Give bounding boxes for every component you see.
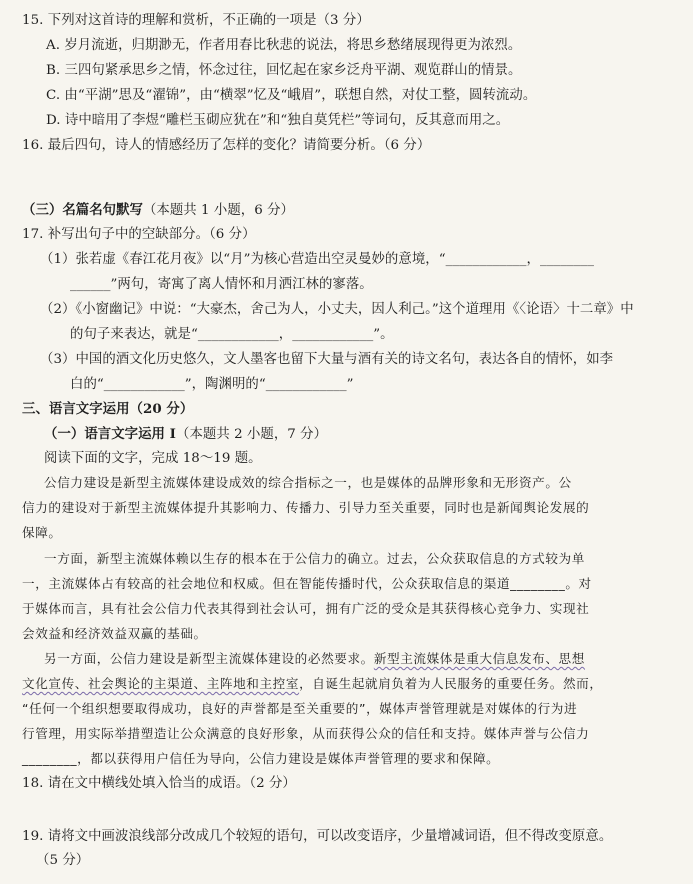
q17-3-line1: （3）中国的酒文化历史悠久，文人墨客也留下大量与酒有关的诗文名句，表达各自的情怀，如李 [40,352,614,367]
q15-option-a: A. 岁月流逝，归期渺无，作者用春比秋悲的说法，将思乡愁绪展现得更为浓烈。 [46,38,522,53]
reading-instruction: 阅读下面的文字，完成 18～19 题。 [44,451,262,466]
q15-option-b: B. 三四句紧承思乡之情，怀念过往，回忆起在家乡泛舟平湖、观览群山的情景。 [46,63,522,78]
q17-1-line2: ______”两句，寄寓了离人情怀和月洒江林的寥落。 [70,277,373,292]
q19-stem-line1: 19. 请将文中画波浪线部分改成几个较短的语句，可以改变语序，少量增减词语，但不得改变原意。 [22,829,613,844]
q16-stem: 16. 最后四句，诗人的情感经历了怎样的变化？请简要分析。（6 分） [22,138,431,153]
passage-p3-line4: 行管理，用实际举措塑造让公众满意的良好形象，从而获得公众的信任和支持。媒体声誉与公信力 [22,726,590,741]
q17-2-line2: 的句子来表达，就是“____________，____________”。 [70,327,394,342]
passage-p3-line3: “任何一个组织想要取得成功，良好的声誉都是至关重要的”，媒体声誉管理就是对媒体的行为进 [22,701,578,716]
q19-stem-line2: （5 分） [36,853,90,868]
part3-title: 三、语言文字运用（20 分） [22,401,194,417]
wavy-underlined-text-2: 文化宣传、社会舆论的主渠道、主阵地和主控室 [22,676,300,691]
section3-heading [22,201,294,220]
part3-sub-heading [44,425,327,444]
section3-note: （本题共 1 小题，6 分） [142,203,294,218]
passage-p1-line2: 信力的建设对于新型主流媒体提升其影响力、传播力、引导力至关重要，同时也是新闻舆论发展的 [22,500,590,515]
part3-sub-title: （一）语言文字运用 Ⅰ [44,426,176,442]
passage-p2-line1: 一方面，新型主流媒体赖以生存的根本在于公信力的确立。过去，公众获取信息的方式较为单 [44,551,585,566]
passage-p3-line2-plain: ，自诞生起就肩负着为人民服务的重要任务。然而， [299,676,603,691]
passage-p1-line1: 公信力建设是新型主流媒体建设成效的综合指标之一，也是媒体的品牌形象和无形资产。公 [44,475,572,490]
passage-p1-line3: 保障。 [22,525,62,540]
passage-p2-line3: 于媒体而言，具有社会公信力代表其得到社会认可，拥有广泛的受众是其获得核心竞争力、实现社 [22,601,590,616]
q15-stem: 15. 下列对这首诗的理解和赏析，不正确的一项是（3 分） [22,13,370,28]
q15-option-c: C. 由“平湖”思及“濯锦”，由“横翠”忆及“峨眉”，联想自然，对仗工整，圆转流动。 [46,88,537,103]
section3-title: （三）名篇名句默写 [22,202,143,218]
passage-p3-line2 [22,675,603,693]
passage-p2-line2: 一，主流媒体占有较高的社会地位和权威。但在智能传播时代，公众获取信息的渠道________。对 [22,576,592,591]
q18-stem: 18. 请在文中横线处填入恰当的成语。（2 分） [22,776,296,791]
q17-stem: 17. 补写出句子中的空缺部分。（6 分） [22,227,256,242]
q17-2-line1: （2）《小窗幽记》中说：“大豪杰，舍己为人，小丈夫，因人利己。”这个道理用《〈论语〉十二章》中 [40,302,634,317]
passage-p3-line1 [44,650,585,668]
passage-p3-line1-plain: 另一方面，公信力建设是新型主流媒体建设的必然要求。 [44,651,374,666]
passage-p3-line5: ________，都以获得用户信任为导向，公信力建设是媒体声誉管理的要求和保障。 [22,751,500,766]
part3-sub-note: （本题共 2 小题，7 分） [176,427,328,442]
passage-p2-line4: 会效益和经济效益双赢的基础。 [22,626,207,641]
wavy-underlined-text-1: 新型主流媒体是重大信息发布、思想 [373,651,585,666]
q15-option-d: D. 诗中暗用了李煜“雕栏玉砌应犹在”和“独自莫凭栏”等词句，反其意而用之。 [46,113,510,128]
q17-1-line1: （1）张若虚《春江花月夜》以“月”为核心营造出空灵曼妙的意境，“____________，________ [40,252,594,267]
q17-3-line2: 白的“____________”，陶渊明的“____________” [70,377,354,392]
